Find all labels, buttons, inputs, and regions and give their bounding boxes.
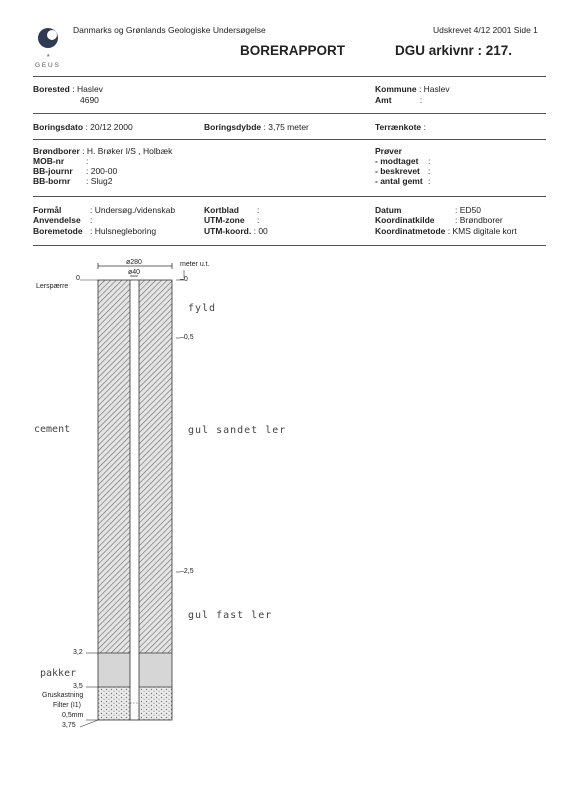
brondborer-value: : H. Brøker I/S , Holbæk bbox=[82, 146, 173, 156]
prover-label: Prøver bbox=[375, 146, 402, 156]
filter-label: Filter (I1) bbox=[53, 702, 81, 709]
filter-screen bbox=[130, 703, 139, 720]
depth-label-3-2: 3,2 bbox=[73, 649, 83, 656]
utmkoord-value: : 00 bbox=[253, 226, 268, 236]
beskrevet-label: - beskrevet bbox=[375, 166, 420, 176]
boremetode-value: : Hulsnegleboring bbox=[90, 226, 157, 236]
lerspaerre-label: Lerspærre bbox=[36, 283, 69, 290]
bbjournr-label: BB-journr bbox=[33, 166, 73, 176]
packer-right bbox=[139, 653, 172, 687]
inner-diameter-label: ø40 bbox=[128, 269, 141, 276]
utmzone-label: UTM-zone bbox=[204, 215, 245, 225]
borested-label: Borested bbox=[33, 84, 70, 94]
institution-name: Danmarks og Grønlands Geologiske Undersøgelse bbox=[73, 25, 266, 35]
cement-label: cement bbox=[34, 424, 71, 435]
formal-value: : Undersøg./videnskab bbox=[90, 205, 176, 215]
svg-text:★: ★ bbox=[46, 53, 51, 59]
depth-leaders-left bbox=[80, 280, 98, 727]
depth-ticks-right bbox=[176, 270, 184, 572]
pakker-label: pakker bbox=[40, 668, 77, 679]
packer-left bbox=[98, 653, 130, 687]
gruskastning-label: Gruskastning bbox=[42, 692, 84, 699]
mob-value: : bbox=[86, 156, 89, 166]
anvendelse-label: Anvendelse bbox=[33, 215, 81, 225]
datum-label: Datum bbox=[375, 205, 402, 215]
archive-number: DGU arkivnr : 217. bbox=[395, 43, 513, 58]
bbbornr-value: : Slug2 bbox=[86, 176, 113, 186]
utmzone-value: : bbox=[257, 215, 260, 225]
boremetode-label: Boremetode bbox=[33, 226, 83, 236]
kortblad-value: : bbox=[257, 205, 260, 215]
kommune-label: Kommune bbox=[375, 84, 417, 94]
borested-value2: 4690 bbox=[80, 95, 99, 105]
kommune-value: : Haslev bbox=[418, 84, 450, 94]
cement-column-right bbox=[139, 280, 172, 653]
amt-label: Amt bbox=[375, 95, 392, 105]
amt-value: : bbox=[419, 95, 423, 105]
boringsdato-value: : 20/12 2000 bbox=[85, 122, 133, 132]
boringsdybde-value: : 3,75 meter bbox=[263, 122, 309, 132]
depth-label-3-75: 3,75 bbox=[62, 722, 76, 729]
depth-label-right-2-5: –2,5 bbox=[180, 568, 194, 575]
layer-label-gul-sandet-ler: gul sandet ler bbox=[188, 425, 287, 436]
depth-label-right-0: –0 bbox=[180, 276, 188, 283]
koordmetode-label: Koordinatmetode bbox=[375, 226, 446, 236]
unit-label: meter u.t. bbox=[180, 261, 210, 268]
terraenkote-value: : bbox=[423, 122, 426, 132]
brondborer-label: Brøndborer bbox=[33, 146, 80, 156]
logo-text: G E U S bbox=[35, 62, 59, 69]
koordkilde-value: : Brøndborer bbox=[455, 215, 503, 225]
beskrevet-value: : bbox=[428, 166, 431, 176]
printed-date: Udskrevet 4/12 2001 Side 1 bbox=[433, 25, 538, 35]
depth-label-3-5: 3,5 bbox=[73, 683, 83, 690]
anvendelse-value: : bbox=[90, 215, 93, 225]
outer-diameter-label: ø280 bbox=[126, 259, 142, 266]
antal-label: - antal gemt bbox=[375, 176, 423, 186]
layer-label-fyld: fyld bbox=[188, 303, 217, 314]
slot-label: 0,5mm bbox=[62, 712, 84, 719]
antal-value: : bbox=[428, 176, 431, 186]
kortblad-label: Kortblad bbox=[204, 205, 239, 215]
utmkoord-label: UTM-koord. bbox=[204, 226, 252, 236]
depth-label-right-0-5: –0,5 bbox=[180, 334, 194, 341]
modtaget-value: : bbox=[428, 156, 431, 166]
layer-label-gul-fast-ler: gul fast ler bbox=[188, 610, 273, 621]
boringsdybde-label: Boringsdybde bbox=[204, 122, 262, 132]
modtaget-label: - modtaget bbox=[375, 156, 419, 166]
koordkilde-label: Koordinatkilde bbox=[375, 215, 435, 225]
gravel-pack-right bbox=[139, 687, 172, 720]
datum-value: : ED50 bbox=[455, 205, 481, 215]
formal-label: Formål bbox=[33, 205, 62, 215]
bbbornr-label: BB-bornr bbox=[33, 176, 71, 186]
borested-value: : Haslev bbox=[72, 84, 103, 94]
cement-column-left bbox=[98, 280, 130, 653]
boringsdato-label: Boringsdato bbox=[33, 122, 84, 132]
koordmetode-value: : KMS digitale kort bbox=[447, 226, 517, 236]
mob-label: MOB-nr bbox=[33, 156, 65, 166]
depth-label-left-0: 0 bbox=[76, 275, 80, 282]
terraenkote-label: Terrænkote bbox=[375, 122, 422, 132]
bbjournr-value: : 200-00 bbox=[86, 166, 118, 176]
gravel-pack-left bbox=[98, 687, 130, 720]
page-title: BORERAPPORT bbox=[240, 43, 346, 58]
